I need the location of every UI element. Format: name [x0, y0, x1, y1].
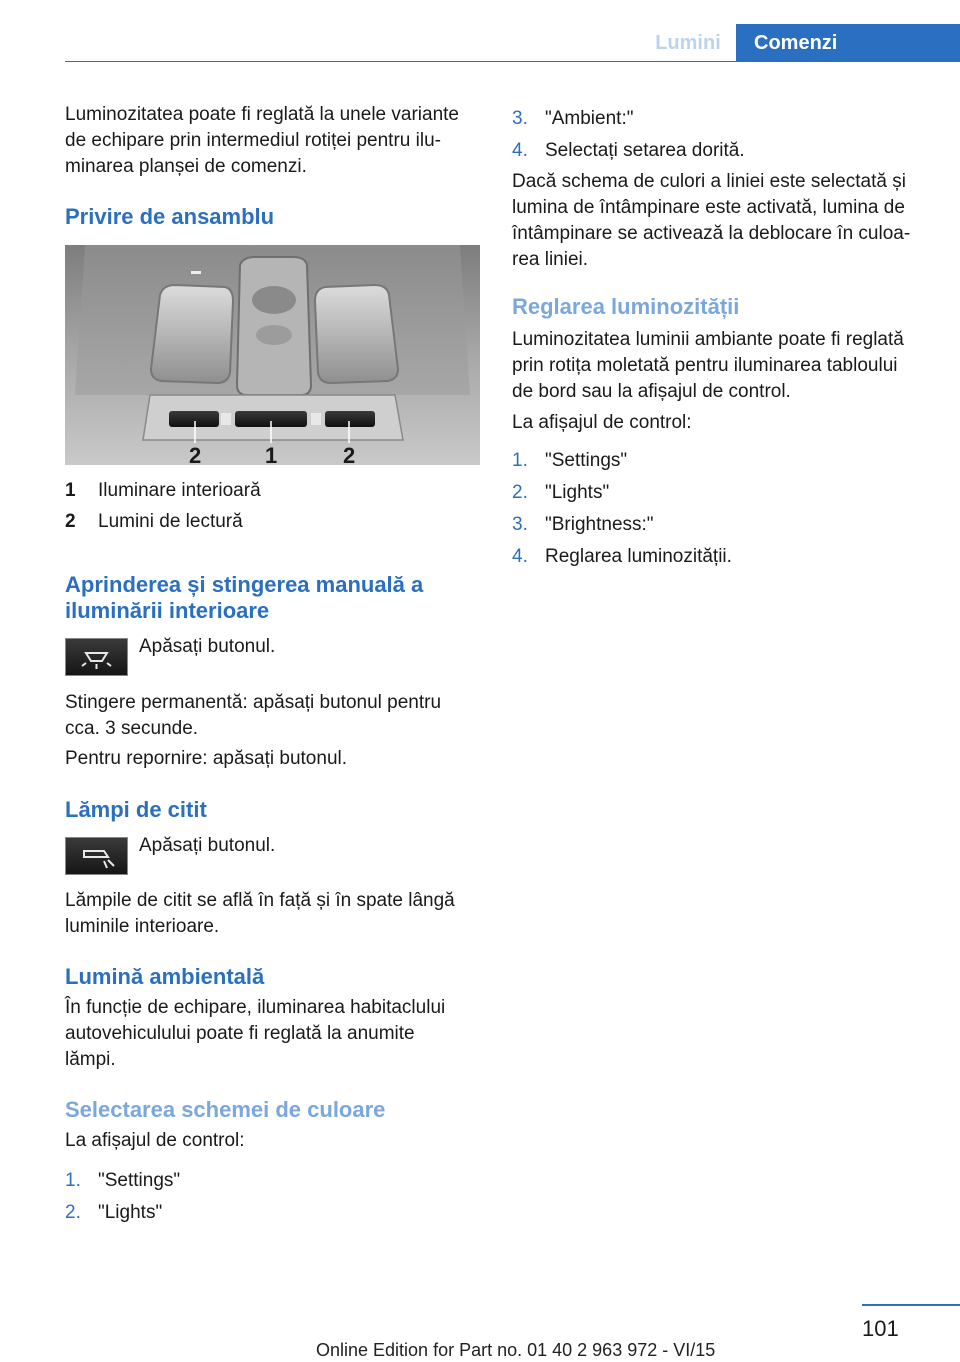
list-number: 3.	[512, 514, 528, 535]
section-tab-lumini: Lumini	[640, 24, 736, 62]
overhead-console-figure	[65, 245, 480, 465]
list-item	[512, 512, 932, 538]
heading-manual-line-2: iluminării interioare	[65, 598, 270, 623]
list-item	[512, 544, 932, 570]
list-item	[512, 480, 932, 506]
at-display-text: La afișajul de control:	[512, 412, 692, 433]
figure-label-center: 1	[265, 443, 278, 465]
legend-item	[65, 478, 480, 504]
ambient-line-1: În funcție de echipare, iluminarea habitaclului	[65, 997, 446, 1018]
intro-line-1: Luminozitatea poate fi reglată la unele variante	[65, 104, 459, 125]
list-text: "Settings"	[545, 450, 628, 471]
list-number: 1.	[512, 450, 528, 471]
list-text: Reglarea luminozității.	[545, 546, 732, 567]
page-header	[0, 24, 960, 62]
list-item	[65, 1200, 480, 1226]
list-number: 3.	[512, 108, 528, 129]
page-number: 101	[862, 1316, 899, 1341]
reading-info-line-1: Lămpile de citit se află în față și în spate lângă	[65, 890, 455, 911]
list-item	[65, 1168, 480, 1194]
scheme-info-line-2: lumina de întâmpinare este activată, lumina de	[512, 197, 905, 218]
interior-light-button-icon	[65, 638, 128, 676]
heading-ambient-light: Lumină ambientală	[65, 964, 265, 989]
list-number: 2.	[512, 482, 528, 503]
list-text: "Ambient:"	[545, 108, 634, 129]
legend-item	[65, 509, 480, 535]
press-button-text: Apăsați butonul.	[139, 636, 276, 657]
ambient-line-2: autovehiculului poate fi reglată la anumite	[65, 1023, 415, 1044]
list-text: "Settings"	[98, 1170, 181, 1191]
scheme-info-line-4: rea liniei.	[512, 249, 589, 270]
heading-color-scheme: Selectarea schemei de culoare	[65, 1097, 386, 1122]
heading-brightness: Reglarea luminozității	[512, 294, 740, 319]
legend-number: 2	[65, 511, 76, 532]
press-button-text: Apăsați butonul.	[139, 835, 276, 856]
restart-text: Pentru repornire: apăsați butonul.	[65, 748, 348, 769]
list-number: 1.	[65, 1170, 81, 1191]
intro-line-3: minarea planșei de comenzi.	[65, 156, 307, 177]
brightness-line-1: Luminozitatea luminii ambiante poate fi reglată	[512, 329, 904, 350]
figure-label-left: 2	[189, 443, 202, 465]
reading-info-line-2: luminile interioare.	[65, 916, 220, 937]
legend-text: Lumini de lectură	[98, 511, 243, 532]
list-item	[512, 138, 932, 164]
reading-light-button-icon	[65, 837, 128, 875]
footer-divider	[862, 1304, 960, 1306]
scheme-info-line-1: Dacă schema de culori a liniei este selectată și	[512, 171, 906, 192]
section-tab-comenzi: Comenzi	[736, 24, 960, 62]
intro-line-2: de echipare prin intermediul rotiței pentru ilu‐	[65, 130, 441, 151]
ambient-line-3: lămpi.	[65, 1049, 116, 1070]
edition-text: Online Edition for Part no. 01 40 2 963 972 - VI/15	[316, 1340, 716, 1360]
legend-number: 1	[65, 480, 76, 501]
heading-reading-lamps: Lămpi de citit	[65, 797, 207, 822]
permanent-off-line-1: Stingere permanentă: apăsați butonul pentru	[65, 692, 442, 713]
list-text: Selectați setarea dorită.	[545, 140, 745, 161]
list-text: "Lights"	[98, 1202, 163, 1223]
list-number: 4.	[512, 546, 528, 567]
at-display-text: La afișajul de control:	[65, 1130, 245, 1151]
list-item	[512, 106, 932, 132]
list-text: "Lights"	[545, 482, 610, 503]
list-number: 4.	[512, 140, 528, 161]
list-number: 2.	[65, 1202, 81, 1223]
heading-manual-line-1: Aprinderea și stingerea manuală a	[65, 572, 424, 597]
heading-overview: Privire de ansamblu	[65, 204, 275, 229]
brightness-line-3: de bord sau la afișajul de control.	[512, 381, 791, 402]
list-item	[512, 448, 932, 474]
permanent-off-line-2: cca. 3 secunde.	[65, 718, 199, 739]
brightness-line-2: prin rotița moletată pentru iluminarea tabloului	[512, 355, 898, 376]
overhead-console-illustration	[65, 245, 480, 465]
legend-text: Iluminare interioară	[98, 480, 261, 501]
header-divider	[65, 61, 960, 62]
figure-label-right: 2	[343, 443, 356, 465]
scheme-info-line-3: întâmpinare se activează la deblocare în culoa‐	[512, 223, 911, 244]
list-text: "Brightness:"	[545, 514, 654, 535]
